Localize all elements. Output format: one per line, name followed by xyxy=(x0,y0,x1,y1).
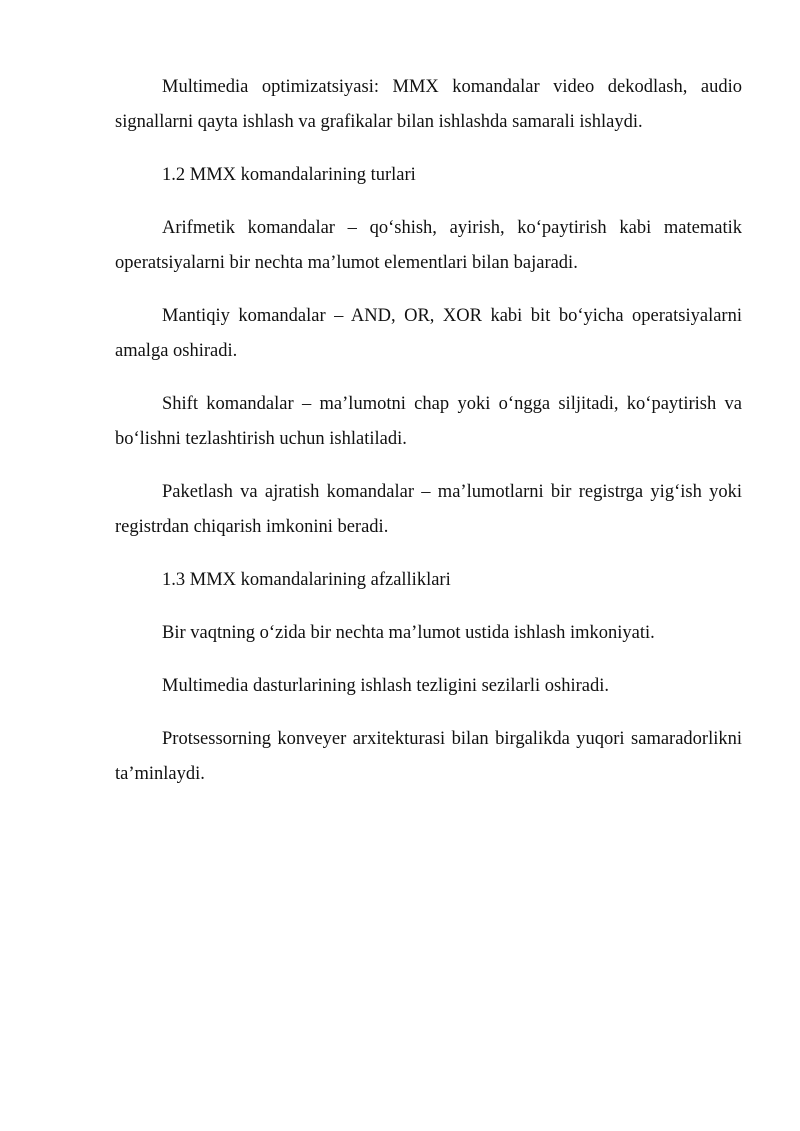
paragraph-arithmetic-commands: Arifmetik komandalar – qo‘shish, ayirish, ko‘paytirish kabi matematik operatsiyalarni bir nechta ma’lumot elementlari bilan bajaradi. xyxy=(115,218,742,273)
paragraph-simultaneous-processing: Bir vaqtning o‘zida bir nechta ma’lumot ustida ishlash imkoniyati. xyxy=(162,623,655,643)
paragraph-logical-commands: Mantiqiy komandalar – AND, OR, XOR kabi bit bo‘yicha operatsiyalarni amalga oshiradi. xyxy=(115,306,742,361)
paragraph-pipeline-architecture: Protsessorning konveyer arxitekturasi bilan birgalikda yuqori samaradorlikni ta’minlaydi. xyxy=(115,729,742,784)
paragraph-shift-commands: Shift komandalar – ma’lumotni chap yoki o‘ngga siljitadi, ko‘paytirish va bo‘lishni tezlashtirish uchun ishlatiladi. xyxy=(115,394,742,449)
document-body xyxy=(115,70,742,810)
section-heading-mmx-advantages: 1.3 MMX komandalarining afzalliklari xyxy=(162,570,451,590)
paragraph-speed-increase: Multimedia dasturlarining ishlash tezligini sezilarli oshiradi. xyxy=(162,676,609,696)
paragraph-multimedia-optimization: Multimedia optimizatsiyasi: MMX komandalar video dekodlash, audio signallarni qayta ishlash va grafikalar bilan ishlashda samarali ishlaydi. xyxy=(115,77,742,132)
section-heading-mmx-types: 1.2 MMX komandalarining turlari xyxy=(162,165,416,185)
paragraph-packing-commands: Paketlash va ajratish komandalar – ma’lumotlarni bir registrga yig‘ish yoki registrdan chiqarish imkonini beradi. xyxy=(115,482,742,537)
